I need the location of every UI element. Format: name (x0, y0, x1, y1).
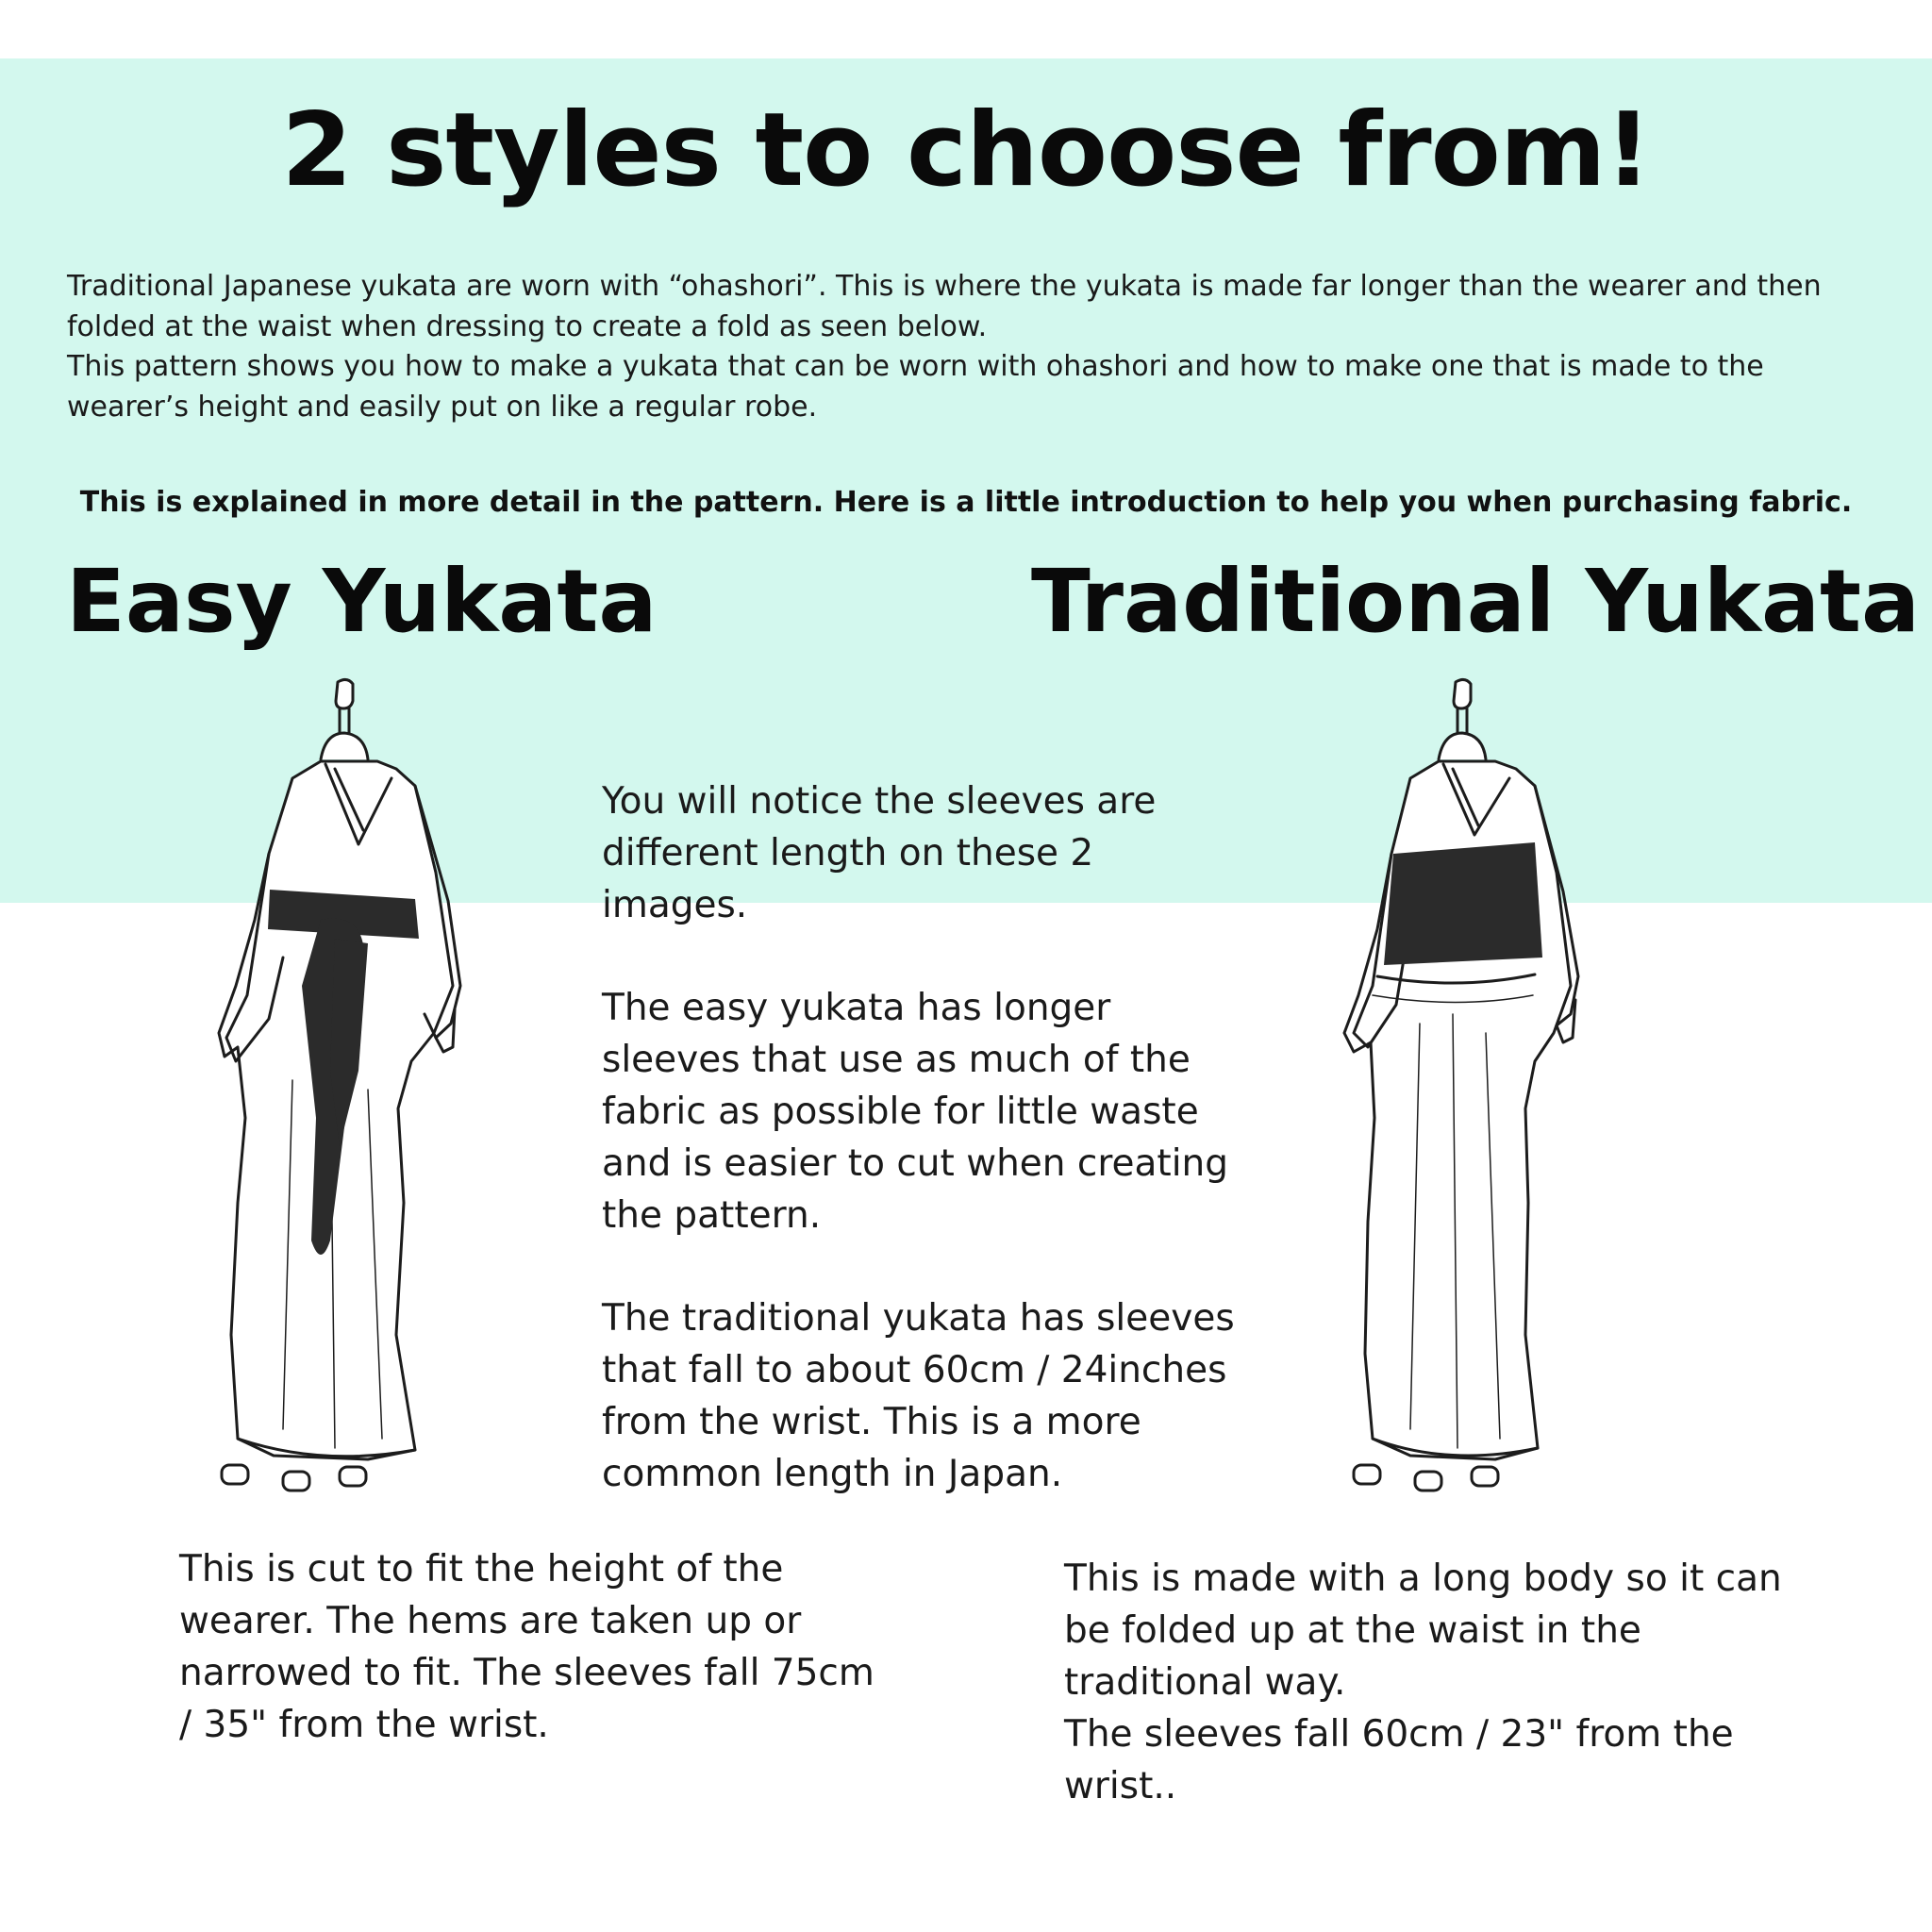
intro-paragraph-2: This pattern shows you how to make a yukata that can be worn with ohashori and how to make one that is made to the wearer’s height and easily put on like a regular robe. (67, 350, 1764, 424)
easy-yukata-heading: Easy Yukata (66, 551, 658, 652)
sleeve-explanation (602, 775, 1243, 1551)
intro-text (67, 267, 1888, 427)
traditional-caption-line-2: The sleeves fall 60cm / 23" from the wrist.. (1064, 1713, 1734, 1807)
traditional-caption-line-1: This is made with a long body so it can be folded up at the waist in the traditional way. (1064, 1557, 1782, 1704)
purchase-note: This is explained in more detail in the pattern. Here is a little introduction to help you when purchasing fabric. (79, 486, 1853, 519)
traditional-yukata-caption (1064, 1553, 1838, 1812)
sleeve-note-1: You will notice the sleeves are different length on these 2 images. (602, 780, 1157, 926)
easy-yukata-caption: This is cut to fit the height of the wearer. The hems are taken up or narrowed to fit. The sleeves fall 75cm / 35" from the wrist. (179, 1548, 874, 1746)
easy-yukata-illustration (179, 675, 500, 1495)
sleeve-note-3: The traditional yukata has sleeves that fall to about 60cm / 24inches from the wrist. This is a more common length in Japan. (602, 1297, 1235, 1495)
intro-paragraph-1: Traditional Japanese yukata are worn with “ohashori”. This is where the yukata is made far longer than the wearer and then folded at the waist when dressing to create a fold as seen below. (67, 270, 1822, 343)
sleeve-note-2: The easy yukata has longer sleeves that use as much of the fabric as possible for little waste and is easier to cut when creating the pattern. (602, 987, 1229, 1237)
page-title: 2 styles to choose from! (281, 92, 1651, 209)
traditional-yukata-heading: Traditional Yukata (1031, 551, 1921, 652)
traditional-yukata-illustration (1316, 675, 1618, 1495)
